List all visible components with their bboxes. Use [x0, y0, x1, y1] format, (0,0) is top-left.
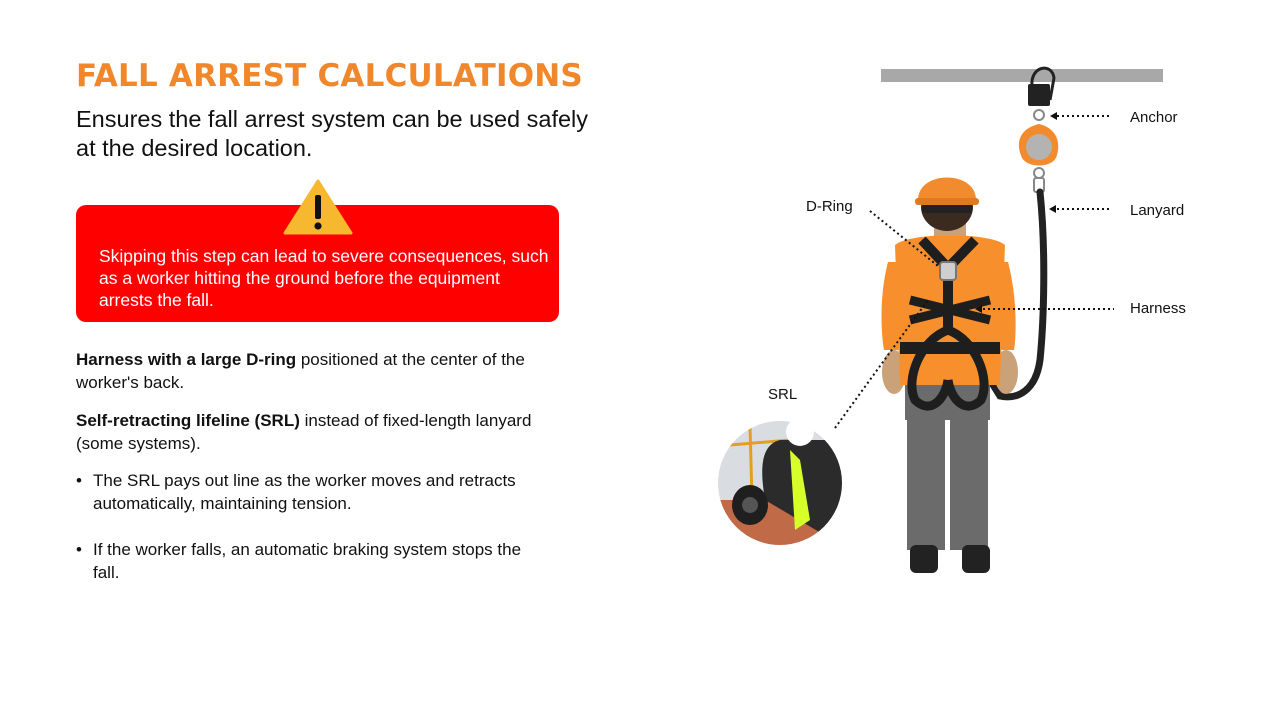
bullet-marker: • [76, 471, 82, 490]
d-ring [940, 262, 956, 280]
harness-bold-term: Harness with a large D-ring [76, 350, 297, 369]
callout-lanyard: Lanyard [1130, 202, 1185, 219]
bullet-marker: • [76, 540, 82, 559]
anchor-beam [881, 69, 1163, 82]
warning-text: Skipping this step can lead to severe consequences, such as a worker hitting the ground before the equipment arrests the fall. [99, 246, 549, 310]
harness-description: positioned at the center of the worker's back. [76, 350, 525, 392]
srl-bold-term: Self-retracting lifeline (SRL) [76, 411, 300, 430]
page-title: FALL ARREST CALCULATIONS [76, 58, 583, 94]
warning-icon [283, 179, 353, 235]
bullet-text: The SRL pays out line as the worker moves and retracts automatically, maintaining tension. [93, 471, 516, 513]
srl-description: instead of fixed-length lanyard (some systems). [76, 411, 532, 453]
fall-arrest-illustration [700, 55, 1220, 595]
list-item [76, 469, 536, 515]
page-subtitle: Ensures the fall arrest system can be used safely at the desired location. [76, 106, 589, 161]
bullet-text: If the worker falls, an automatic braking system stops the fall. [93, 540, 522, 582]
anchor-connector [1028, 84, 1050, 106]
callout-srl: SRL [768, 386, 798, 403]
worker-shoe [910, 545, 938, 573]
callout-d-ring: D-Ring [806, 198, 853, 215]
callout-anchor: Anchor [1130, 109, 1178, 126]
srl-bullet-list [76, 469, 536, 607]
callout-harness: Harness [1130, 300, 1186, 317]
hard-hat [918, 178, 976, 201]
srl-paragraph [76, 409, 546, 455]
harness-paragraph [76, 348, 546, 394]
list-item [76, 538, 536, 584]
